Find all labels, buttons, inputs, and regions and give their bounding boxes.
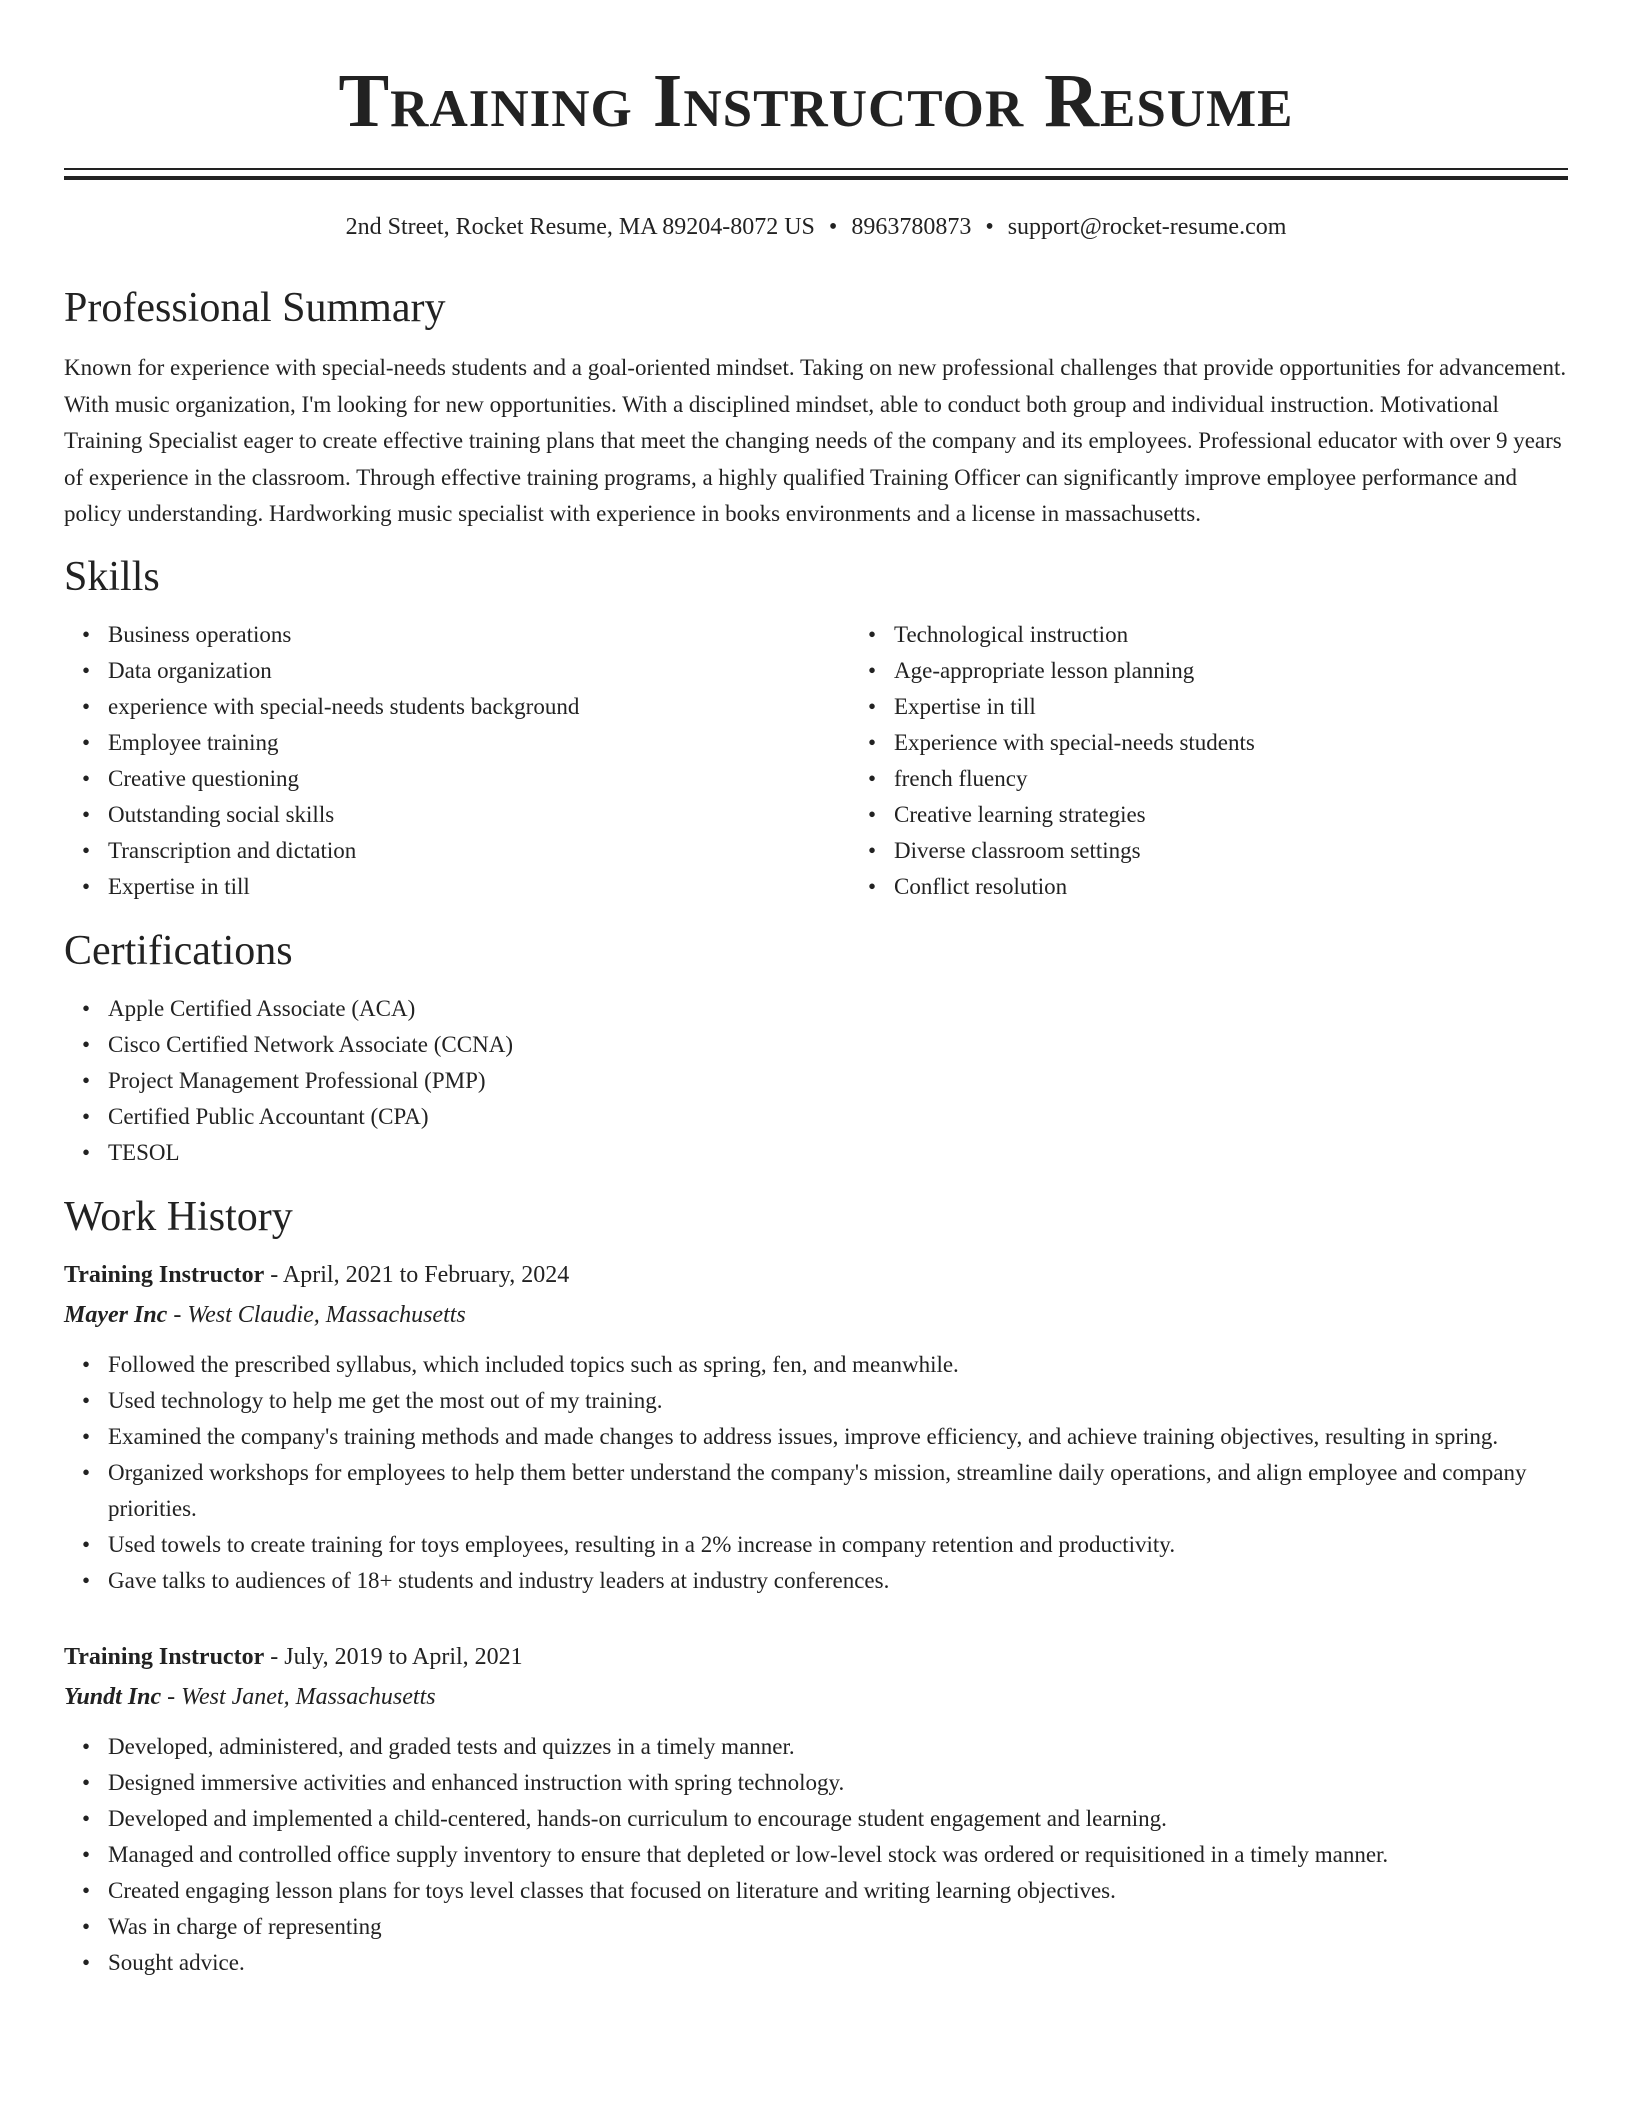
skill-item: • Conflict resolution	[894, 869, 1632, 905]
skill-item: • Expertise in till	[108, 869, 850, 905]
skill-item: • Outstanding social skills	[108, 797, 850, 833]
contact-phone: 8963780873	[851, 214, 972, 240]
job-bullet: • Developed and implemented a child-centered, hands-on curriculum to encourage student engagement and learning.	[108, 1801, 1568, 1837]
job-bullet: • Created engaging lesson plans for toys level classes that focused on literature and writing learning objectives.	[108, 1873, 1568, 1909]
skill-item: • Expertise in till	[894, 689, 1632, 725]
job-bullets	[64, 1729, 1568, 1981]
title-divider	[64, 168, 1568, 180]
job-entry	[64, 1255, 1568, 1599]
job-entry	[64, 1637, 1568, 1981]
contact-email: support@rocket-resume.com	[1007, 214, 1287, 240]
certification-item: • Certified Public Accountant (CPA)	[108, 1099, 1568, 1135]
skill-item: • Employee training	[108, 725, 850, 761]
job-bullet: • Followed the prescribed syllabus, which included topics such as spring, fen, and meanwhile.	[108, 1347, 1568, 1383]
summary-text: Known for experience with special-needs students and a goal-oriented mindset. Taking on new professional challenges that provide opportunities for advancement. With music organization, I'm looking for new opportunities. With a disciplined mindset, able to conduct both group and individual instruction. Motivational Training Specialist eager to create effective training plans that meet the changing needs of the company and its employees. Professional educator with over 9 years of experience in the classroom. Through effective training programs, a highly qualified Training Officer can significantly improve employee performance and policy understanding. Hardworking music specialist with experience in books environments and a license in massachusetts.	[64, 355, 1567, 526]
certification-item: • Apple Certified Associate (ACA)	[108, 991, 1568, 1027]
skill-item: • Diverse classroom settings	[894, 833, 1632, 869]
skill-item: • Age-appropriate lesson planning	[894, 653, 1632, 689]
certification-item: • Project Management Professional (PMP)	[108, 1063, 1568, 1099]
skill-item: • french fluency	[894, 761, 1632, 797]
job-dates: - April, 2021 to February, 2024	[264, 1261, 570, 1288]
job-company-line	[64, 1677, 1568, 1717]
job-company: Mayer Inc	[64, 1301, 168, 1328]
job-title-line	[64, 1255, 1568, 1295]
job-bullet: • Sought advice.	[108, 1945, 1568, 1981]
section-heading-skills: Skills	[64, 553, 160, 600]
job-bullet: • Used towels to create training for toys employees, resulting in a 2% increase in company retention and productivity.	[108, 1527, 1568, 1563]
section-heading-certifications: Certifications	[64, 927, 293, 974]
skill-item: • experience with special-needs students background	[108, 689, 850, 725]
certification-item: • Cisco Certified Network Associate (CCNA)	[108, 1027, 1568, 1063]
job-dates: - July, 2019 to April, 2021	[264, 1643, 523, 1670]
job-company-line	[64, 1295, 1568, 1335]
skill-item: • Technological instruction	[894, 617, 1632, 653]
job-location: - West Janet, Massachusetts	[161, 1683, 436, 1710]
divider-thick-line	[64, 176, 1568, 180]
resume-page	[64, 0, 1568, 1981]
certifications-list	[64, 991, 1568, 1171]
job-bullet: • Managed and controlled office supply inventory to ensure that depleted or low-level stock was ordered or requisitioned in a timely manner.	[108, 1837, 1568, 1873]
job-bullet: • Gave talks to audiences of 18+ students and industry leaders at industry conferences.	[108, 1563, 1568, 1599]
job-company: Yundt Inc	[64, 1683, 162, 1710]
skill-item: • Creative questioning	[108, 761, 850, 797]
skill-item: • Business operations	[108, 617, 850, 653]
job-title: Training Instructor	[64, 1643, 265, 1670]
job-title: Training Instructor	[64, 1261, 265, 1288]
section-heading-work-history: Work History	[64, 1193, 293, 1240]
certification-item: • TESOL	[108, 1135, 1568, 1171]
contact-line	[64, 212, 1568, 242]
job-bullet: • Developed, administered, and graded tests and quizzes in a timely manner.	[108, 1729, 1568, 1765]
contact-address: 2nd Street, Rocket Resume, MA 89204-8072 US	[345, 214, 815, 240]
skills-columns	[64, 617, 1568, 905]
divider-thin-line	[64, 168, 1568, 170]
job-location: - West Claudie, Massachusetts	[167, 1301, 466, 1328]
resume-title: Training Instructor Resume	[338, 59, 1294, 143]
skill-item: • Experience with special-needs students	[894, 725, 1632, 761]
skills-list-left	[64, 617, 850, 905]
contact-separator: •	[828, 214, 838, 240]
section-heading-summary: Professional Summary	[64, 285, 446, 331]
contact-separator: •	[985, 214, 994, 240]
skill-item: • Data organization	[108, 653, 850, 689]
job-bullet: • Designed immersive activities and enhanced instruction with spring technology.	[108, 1765, 1568, 1801]
job-bullet: • Examined the company's training methods and made changes to address issues, improve efficiency, and achieve training objectives, resulting in spring.	[108, 1419, 1568, 1455]
job-bullets	[64, 1347, 1568, 1599]
skills-list-right	[850, 617, 1632, 905]
job-title-line	[64, 1637, 1568, 1677]
job-bullet: • Organized workshops for employees to help them better understand the company's mission, streamline daily operations, and align employee and company priorities.	[108, 1455, 1568, 1527]
skill-item: • Transcription and dictation	[108, 833, 850, 869]
job-bullet: • Was in charge of representing	[108, 1909, 1568, 1945]
job-bullet: • Used technology to help me get the most out of my training.	[108, 1383, 1568, 1419]
skill-item: • Creative learning strategies	[894, 797, 1632, 833]
